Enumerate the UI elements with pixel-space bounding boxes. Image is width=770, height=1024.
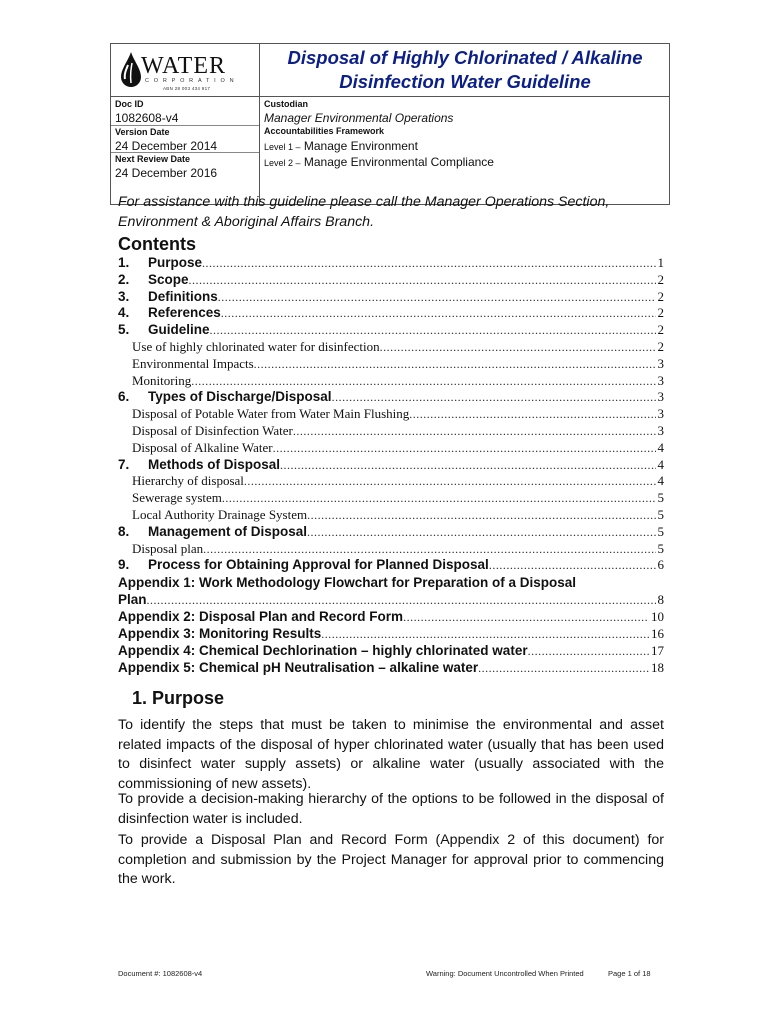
toc-leader <box>273 441 656 456</box>
toc-entry-appendix[interactable] <box>118 643 664 660</box>
toc-entry-text: Sewerage system <box>132 490 222 506</box>
toc-leader <box>254 357 656 372</box>
toc-leader <box>203 542 655 557</box>
section-1-heading: 1. Purpose <box>132 688 225 708</box>
toc-entry[interactable] <box>118 305 664 322</box>
toc-entry[interactable] <box>118 406 664 423</box>
toc-entry-text: Scope <box>148 271 189 287</box>
toc-leader <box>210 323 656 338</box>
toc-entry-text: Use of highly chlorinated water for disinfection <box>132 339 380 354</box>
toc-page-number: 10 <box>651 609 664 624</box>
purpose-paragraph-1: To identify the steps that must be taken to minimise the environmental and asset related impacts of the disposal of hyper chlorinated water (usually that has been used to disinfect water supply assets) or alkaline water (usually associated with the commissioning of new assets). <box>118 717 664 792</box>
toc-entry-number: 5. <box>118 322 130 338</box>
toc-page-number: 1 <box>657 255 664 270</box>
toc-leader <box>280 458 655 473</box>
toc-leader <box>191 374 655 389</box>
version-date-label: Version Date <box>115 127 170 137</box>
toc-entry[interactable] <box>118 473 664 490</box>
water-drop-icon <box>119 51 143 89</box>
toc-page-number: 3 <box>657 389 664 405</box>
level-2 <box>264 155 494 169</box>
document-title <box>261 46 669 94</box>
toc-leader <box>189 273 656 288</box>
toc-leader <box>221 306 656 321</box>
row-divider <box>111 152 259 153</box>
toc-page-number: 5 <box>657 523 664 539</box>
water-corporation-logo <box>117 48 255 94</box>
toc-entry-text: Hierarchy of disposal <box>132 473 244 489</box>
purpose-paragraph-2: To provide a decision-making hierarchy of the options to be followed in the disposal of disinfection water is included. <box>118 791 664 827</box>
toc-entry-number: 4. <box>118 305 130 321</box>
toc-entry[interactable] <box>118 255 664 272</box>
toc-entry-number: 3. <box>118 288 130 304</box>
accountabilities-label: Accountabilities Framework <box>264 126 385 136</box>
toc-entry-text: Disposal plan <box>132 540 204 556</box>
toc-leader <box>244 474 656 489</box>
version-date-value: 24 December 2014 <box>115 139 218 153</box>
toc-leader <box>293 424 656 439</box>
toc-entry-appendix[interactable] <box>118 626 664 643</box>
toc-page-number: 3 <box>657 355 664 371</box>
toc-entry-text: Definitions <box>148 288 218 304</box>
toc-entry[interactable] <box>118 541 664 558</box>
toc-page-number: 5 <box>657 490 664 506</box>
toc-entry-text: References <box>148 305 221 321</box>
toc-entry-text: Local Authority Drainage System <box>132 507 308 522</box>
footer-warning: Warning: Document Uncontrolled When Printed <box>426 969 584 978</box>
toc-entry-text: Disposal of Potable Water from Water Main Flushing <box>132 406 410 422</box>
toc-leader <box>307 525 655 540</box>
level-1-prefix: Level 1 – <box>264 142 301 152</box>
toc-entry-appendix[interactable] <box>118 609 664 626</box>
toc-entry-text: Process for Obtaining Approval for Planned Disposal <box>148 557 489 573</box>
toc-entry-text: Appendix 1: Work Methodology Flowchart for Preparation of a Disposal <box>118 575 577 590</box>
toc-page-number: 4 <box>657 439 664 455</box>
toc-entry-number: 1. <box>118 255 130 270</box>
assistance-line-1: For assistance with this guideline please call the Manager Operations Section, <box>118 194 610 210</box>
toc-page-number: 3 <box>657 423 664 438</box>
toc-entry-text: Appendix 2: Disposal Plan and Record Form <box>118 609 404 624</box>
footer-page-number: Page 1 of 18 <box>608 969 651 978</box>
contents-heading: Contents <box>118 234 196 254</box>
toc-leader <box>332 390 656 405</box>
toc-leader <box>218 290 656 305</box>
title-line-2: Disinfection Water Guideline <box>339 71 591 92</box>
toc-entry[interactable] <box>118 557 664 574</box>
title-line-1: Disposal of Highly Chlorinated / Alkaline <box>287 47 643 68</box>
toc-entry[interactable] <box>118 272 664 289</box>
toc-entry-appendix[interactable] <box>118 660 664 677</box>
toc-page-number: 2 <box>657 322 664 338</box>
toc-entry[interactable] <box>118 490 664 507</box>
footer-document-number: Document #: 1082608-v4 <box>118 969 203 978</box>
toc-entry-appendix-1-cont[interactable] <box>118 592 664 609</box>
toc-leader <box>403 610 649 625</box>
level-2-value: Manage Environmental Compliance <box>303 155 494 169</box>
level-1 <box>264 139 418 153</box>
toc-page-number: 3 <box>657 372 664 388</box>
header-divider-vertical <box>259 44 260 204</box>
toc-page-number: 3 <box>657 406 664 422</box>
toc-entry-text: Appendix 4: Chemical Dechlorination – highly chlorinated water <box>118 643 528 658</box>
toc-entry-number: 8. <box>118 523 130 539</box>
toc-leader <box>528 644 649 659</box>
document-header-table <box>110 43 670 205</box>
logo-wordmark: WATER <box>141 53 226 79</box>
toc-entry-text: Monitoring <box>132 372 192 388</box>
toc-entry-number: 6. <box>118 389 130 405</box>
toc-entry[interactable] <box>118 440 664 457</box>
logo-corporation: CORPORATION <box>145 78 239 84</box>
assistance-note <box>118 192 678 232</box>
toc-page-number: 2 <box>657 305 664 321</box>
toc-entry[interactable] <box>118 289 664 306</box>
toc-entry[interactable] <box>118 389 664 406</box>
toc-page-number: 8 <box>657 592 664 607</box>
custodian-label: Custodian <box>264 99 308 109</box>
toc-page-number: 2 <box>657 288 664 304</box>
toc-page-number: 4 <box>657 456 664 472</box>
toc-entry[interactable] <box>118 524 664 541</box>
toc-entry-text: Management of Disposal <box>148 523 308 539</box>
toc-entry[interactable] <box>118 322 664 339</box>
toc-entry[interactable] <box>118 423 664 440</box>
level-2-prefix: Level 2 – <box>264 158 301 168</box>
toc-entry-text: Purpose <box>148 255 203 270</box>
custodian-value: Manager Environmental Operations <box>264 111 454 125</box>
toc-page-number: 5 <box>657 507 664 522</box>
toc-entry-text: Disposal of Disinfection Water <box>132 423 293 438</box>
toc-page-number: 18 <box>651 660 664 675</box>
toc-entry-number: 7. <box>118 456 130 472</box>
toc-entry[interactable] <box>118 373 664 390</box>
next-review-label: Next Review Date <box>115 154 191 164</box>
toc-leader <box>409 407 655 422</box>
toc-entry-number: 2. <box>118 271 130 287</box>
toc-leader <box>307 508 655 523</box>
purpose-paragraph-3: To provide a Disposal Plan and Record Form (Appendix 2 of this document) for completion and submission by the Project Manager for approval prior to commencing the work. <box>118 832 664 887</box>
toc-entry[interactable] <box>118 507 664 524</box>
toc-page-number: 17 <box>651 643 664 658</box>
doc-id-value: 1082608-v4 <box>115 111 179 125</box>
toc-leader <box>321 627 649 642</box>
toc-leader <box>222 491 656 506</box>
toc-entry[interactable] <box>118 356 664 373</box>
toc-leader <box>478 661 649 676</box>
toc-entry[interactable] <box>118 339 664 356</box>
toc-entry-text: Disposal of Alkaline Water <box>132 439 273 455</box>
toc-entry-text: Appendix 5: Chemical pH Neutralisation – alkaline water <box>118 660 479 675</box>
toc-entry-text: Appendix 3: Monitoring Results <box>118 626 322 641</box>
toc-page-number: 16 <box>651 626 664 641</box>
toc-leader <box>380 340 656 355</box>
toc-page-number: 2 <box>657 271 664 287</box>
assistance-line-2: Environment & Aboriginal Affairs Branch. <box>118 214 375 230</box>
toc-page-number: 4 <box>657 473 664 489</box>
toc-entry[interactable] <box>118 457 664 474</box>
toc-entry-text: Types of Discharge/Disposal <box>148 389 332 405</box>
toc-page-number: 2 <box>657 339 664 354</box>
toc-entry-number: 9. <box>118 557 130 573</box>
logo-abn: ABN 28 003 434 917 <box>163 86 211 91</box>
toc-entry-text: Methods of Disposal <box>148 456 281 472</box>
toc-entry-text: Guideline <box>148 322 210 338</box>
row-divider <box>111 125 259 126</box>
doc-id-label: Doc ID <box>115 99 144 109</box>
header-divider-horizontal <box>111 96 669 97</box>
toc-leader <box>147 593 656 608</box>
level-1-value: Manage Environment <box>303 139 418 153</box>
toc-entry-text: Environmental Impacts <box>132 355 254 371</box>
toc-page-number: 6 <box>657 557 664 573</box>
toc-page-number: 5 <box>657 540 664 556</box>
toc-leader <box>202 256 655 271</box>
toc-entry-text: Plan <box>118 592 147 607</box>
next-review-value: 24 December 2016 <box>115 166 218 180</box>
toc-entry-appendix-1[interactable] <box>118 575 664 592</box>
toc-leader <box>489 558 656 573</box>
